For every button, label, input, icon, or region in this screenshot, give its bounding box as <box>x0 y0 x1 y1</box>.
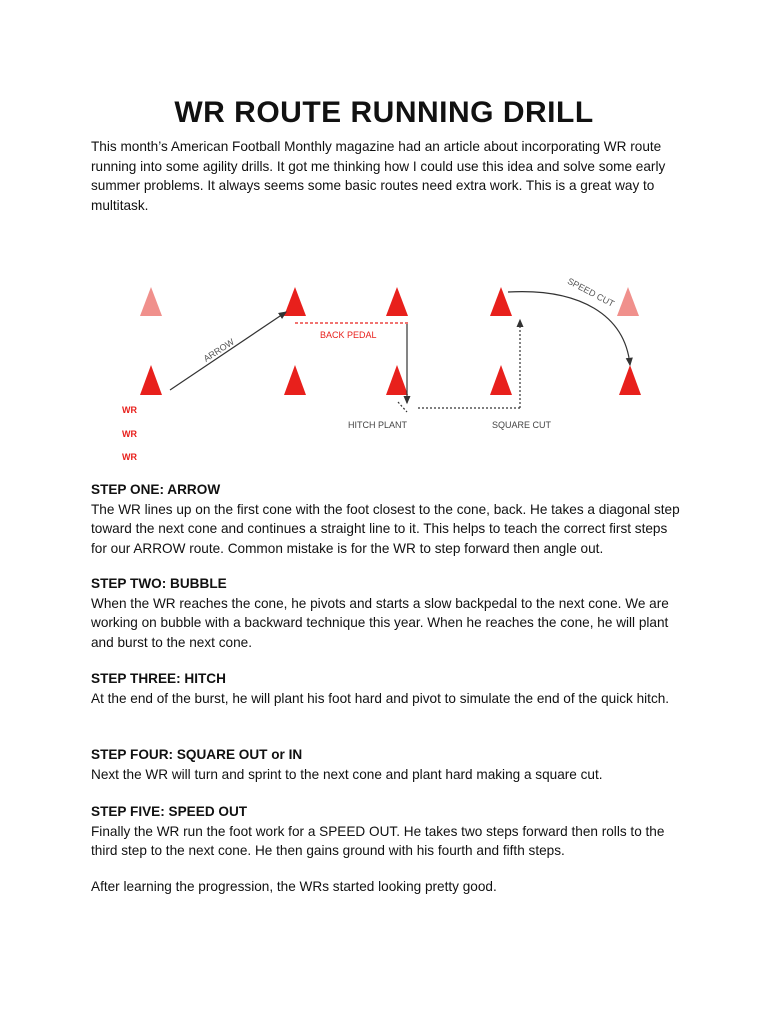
cone-faded-top-right <box>617 287 639 316</box>
route-diagram <box>110 270 670 470</box>
cone-bottom-1 <box>140 365 162 395</box>
wr-label-1: WR <box>122 405 137 415</box>
step-five-body: Finally the WR run the foot work for a SPEED OUT. He takes two steps forward then rolls to the third step to the next cone. He then gains ground with his fourth and fifth steps. <box>91 823 665 858</box>
cone-top-2 <box>284 287 306 316</box>
square-cut-label: SQUARE CUT <box>492 420 552 430</box>
route-diagram-svg <box>110 270 670 470</box>
step-five-section <box>91 802 681 861</box>
cone-bottom-2 <box>284 365 306 395</box>
arrow-route-line <box>170 312 286 390</box>
cone-top-4 <box>490 287 512 316</box>
step-three-heading: STEP THREE: HITCH <box>91 671 226 686</box>
intro-paragraph: This month’s American Football Monthly magazine had an article about incorporating WR route running into some agility drills. It got me thinking how I could use this idea and solve some early summer problems. It always seems some basic routes need extra work. This is a great way to multitask. <box>91 139 666 213</box>
step-two-section <box>91 574 681 652</box>
cone-faded-top-left <box>140 287 162 316</box>
cone-bottom-4 <box>490 365 512 395</box>
arrow-label: ARROW <box>201 336 236 364</box>
hitch-plant-line <box>398 402 407 412</box>
closing-paragraph: After learning the progression, the WRs started looking pretty good. <box>91 879 497 894</box>
step-five-heading: STEP FIVE: SPEED OUT <box>91 804 248 819</box>
step-one-section <box>91 480 681 558</box>
step-one-heading: STEP ONE: ARROW <box>91 482 221 497</box>
step-four-section <box>91 745 681 784</box>
step-one-body: The WR lines up on the first cone with the foot closest to the cone, back. He takes a diagonal step toward the next cone and continues a straight line to it. This helps to teach the correct first steps for our ARROW route. Common mistake is for the WR to step forward then angle out. <box>91 501 680 556</box>
document-title: WR ROUTE RUNNING DRILL <box>174 96 594 129</box>
step-two-heading: STEP TWO: BUBBLE <box>91 576 227 591</box>
back-pedal-label: BACK PEDAL <box>320 330 377 340</box>
cone-bottom-3 <box>386 365 408 395</box>
step-four-heading: STEP FOUR: SQUARE OUT or IN <box>91 747 303 762</box>
hitch-plant-label: HITCH PLANT <box>348 420 408 430</box>
step-three-body: At the end of the burst, he will plant his foot hard and pivot to simulate the end of the quick hitch. <box>91 690 670 706</box>
wr-label-2: WR <box>122 429 137 439</box>
cone-top-3 <box>386 287 408 316</box>
step-three-section <box>91 669 681 708</box>
step-four-body: Next the WR will turn and sprint to the next cone and plant hard making a square cut. <box>91 766 603 782</box>
wr-label-3: WR <box>122 452 137 462</box>
step-two-body: When the WR reaches the cone, he pivots and starts a slow backpedal to the next cone. We are working on bubble with a backward technique this year. When he reaches the cone, he will plant and burst to the next cone. <box>91 595 669 650</box>
cone-bottom-5 <box>619 365 641 395</box>
speed-cut-label: SPEED CUT <box>565 275 616 309</box>
